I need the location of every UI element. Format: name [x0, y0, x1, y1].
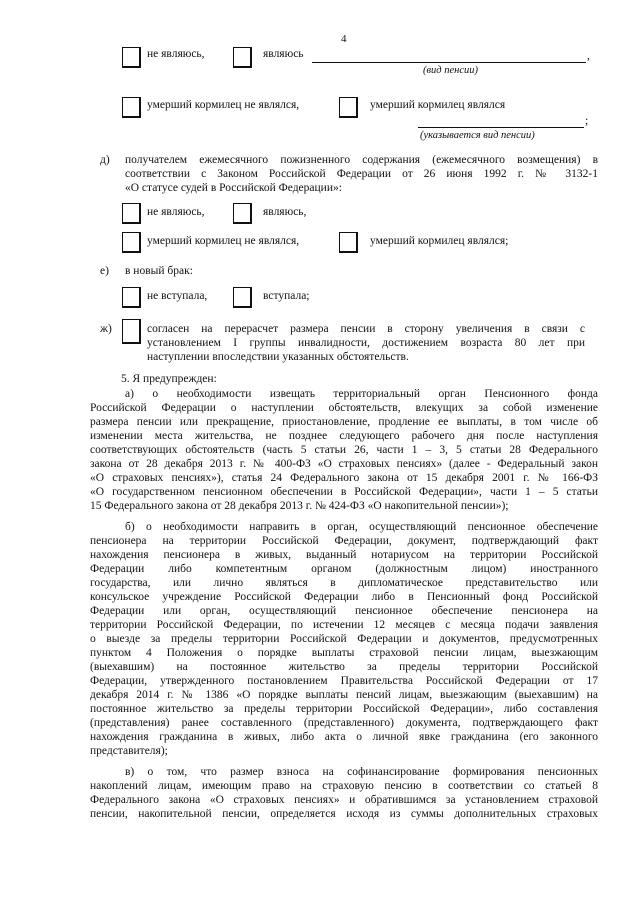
section-e-text: в новый брак: [125, 265, 193, 277]
deceased-not-pensioner-checkbox[interactable] [122, 97, 141, 118]
remarried-checkbox[interactable] [233, 287, 252, 308]
not-remarried-label: не вступала, [147, 290, 208, 302]
not-pensioner-checkbox[interactable] [122, 47, 141, 68]
paragraph-a-line: а) о необходимости извещать территориальный орган Пенсионного фонда [125, 388, 598, 400]
deceased-not-pensioner-label: умерший кормилец не являлся, [147, 99, 300, 111]
paragraph-a-line: Российской Федерации о наступлении обстоятельств, влекущих за собой изменение [90, 402, 598, 414]
paragraph-b-line: постоянное жительство за пределы территории Российской Федерации», либо составления [90, 703, 598, 715]
paragraph-b-line: нахождения пенсионера в живых, выданный нотариусом на территории Российской [90, 549, 598, 561]
section-zh-line-1: согласен на перерасчет размера пенсии в сторону увеличения в связи с [147, 323, 585, 335]
pension-type-caption: (вид пенсии) [423, 65, 479, 76]
d-deceased-recipient-label: умерший кормилец являлся; [370, 235, 509, 247]
d-not-recipient-checkbox[interactable] [122, 203, 141, 224]
paragraph-b-line: (выехавшим) на постоянное жительство за пределы территории Российской [90, 661, 598, 673]
section-zh-line-2: установлением I группы инвалидности, достижением возраста 80 лет при [147, 337, 585, 349]
deceased-pension-type-line-end: ; [585, 115, 589, 127]
paragraph-v-line: пенсии, накопительной пенсии, определяется исходя из суммы дополнительных страховых [90, 808, 598, 820]
paragraph-a-line: соответствующих обстоятельств (часть 5 статьи 26, части 1 – 3, 5 статьи 28 Федерального [90, 444, 598, 456]
page-number: 4 [341, 33, 347, 45]
d-recipient-checkbox[interactable] [233, 203, 252, 224]
section-zh-line-3: наступлении впоследствии указанных обстоятельств. [147, 351, 409, 363]
deceased-pensioner-checkbox[interactable] [339, 97, 358, 118]
paragraph-b-line: нахождения гражданина в живых, либо акта о личной явке гражданина (его законного [90, 731, 598, 743]
remarried-label: вступала; [263, 290, 310, 302]
paragraph-v-line: в) о том, что размер взноса на софинансирование формирования пенсионных [125, 766, 598, 778]
section-d-line-3: «О статусе судей в Российской Федерации»: [125, 182, 342, 194]
not-pensioner-label: не являюсь, [147, 48, 205, 60]
is-pensioner-label: являюсь [263, 48, 304, 60]
recalculation-consent-checkbox[interactable] [122, 319, 141, 344]
paragraph-v-line: накоплений лицам, имеющим право на страховую пенсию в соответствии со статьей 8 [90, 780, 598, 792]
d-recipient-label: являюсь, [263, 206, 307, 218]
deceased-pensioner-label: умерший кормилец являлся [370, 99, 506, 111]
paragraph-b-line: б) о необходимости направить в орган, осуществляющий пенсионное обеспечение [125, 521, 598, 533]
paragraph-a-line: 15 Федерального закона от 28 декабря 2013 г. № 424-ФЗ «О накопительной пенсии»); [90, 500, 509, 512]
section-e-marker: е) [100, 265, 109, 277]
paragraph-b-line: декабря 2014 г. № 1386 «О порядке выплаты пенсий лицам, выезжающим (выехавшим) на [90, 689, 598, 701]
section-d-line-1: получателем ежемесячного пожизненного содержания (ежемесячного возмещения) в [125, 154, 598, 166]
deceased-pension-type-field[interactable] [418, 127, 584, 128]
section-5-heading: 5. Я предупрежден: [121, 373, 217, 385]
deceased-pension-type-caption: (указывается вид пенсии) [420, 130, 535, 141]
d-deceased-recipient-checkbox[interactable] [339, 232, 358, 253]
section-d-marker: д) [100, 154, 110, 166]
paragraph-b-line: территории Российской Федерации, по истечении 12 месяцев с месяца подачи заявления [90, 619, 598, 631]
paragraph-v-line: Федерального закона «О страховых пенсиях» и обратившимся за установлением страховой [90, 794, 598, 806]
paragraph-b-line: консульское учреждение Российской Федерации либо в Пенсионный фонд Российской [90, 591, 598, 603]
not-remarried-checkbox[interactable] [122, 287, 141, 308]
d-deceased-not-recipient-checkbox[interactable] [122, 232, 141, 253]
paragraph-a-line: «О страховых пенсиях»), статья 24 Федерального закона от 15 декабря 2001 г. № 166-ФЗ [90, 472, 598, 484]
pension-type-line-end: , [587, 50, 590, 62]
paragraph-b-line: государства, или лично являться в дипломатическое представительство или [90, 577, 598, 589]
paragraph-b-line: Федерации либо компетентным органом (должностным лицом) иностранного [90, 563, 598, 575]
paragraph-b-line: Федерации, утвержденного постановлением Правительства Российской Федерации от 17 [90, 675, 598, 687]
d-deceased-not-recipient-label: умерший кормилец не являлся, [147, 235, 300, 247]
paragraph-b-line: (представления) ранее составленного (представленного) документа, подтверждающего факт [90, 717, 598, 729]
section-d-line-2: соответствии с Законом Российской Федерации от 26 июня 1992 г. № 3132-1 [125, 168, 598, 180]
paragraph-b-line: пунктом 4 Положения о порядке выплаты страховой пенсии лицам, выезжающим [90, 647, 598, 659]
pension-type-field[interactable] [312, 62, 586, 63]
section-zh-marker: ж) [100, 323, 112, 335]
is-pensioner-checkbox[interactable] [233, 47, 252, 68]
paragraph-a-line: размера пенсии или прекращение, приостановление, продление ее выплаты, в том числе об [90, 416, 598, 428]
d-not-recipient-label: не являюсь, [147, 206, 205, 218]
paragraph-b-line: о выезде за пределы территории Российской Федерации и документов, предусмотренных [90, 633, 598, 645]
paragraph-a-line: изменении места жительства, не позднее следующего рабочего дня после наступления [90, 430, 598, 442]
paragraph-b-line: Федерации или орган, осуществляющий пенсионное обеспечение пенсионера на [90, 605, 598, 617]
paragraph-a-line: закона от 28 декабря 2013 г. № 400-ФЗ «О страховых пенсиях» (далее - Федеральный закон [90, 458, 598, 470]
paragraph-b-line: представителя); [90, 745, 168, 757]
paragraph-a-line: «О государственном пенсионном обеспечении в Российской Федерации», части 1 – 5 статьи [90, 486, 598, 498]
paragraph-b-line: пенсионера на территории Российской Федерации, документ, подтверждающий факт [90, 535, 598, 547]
